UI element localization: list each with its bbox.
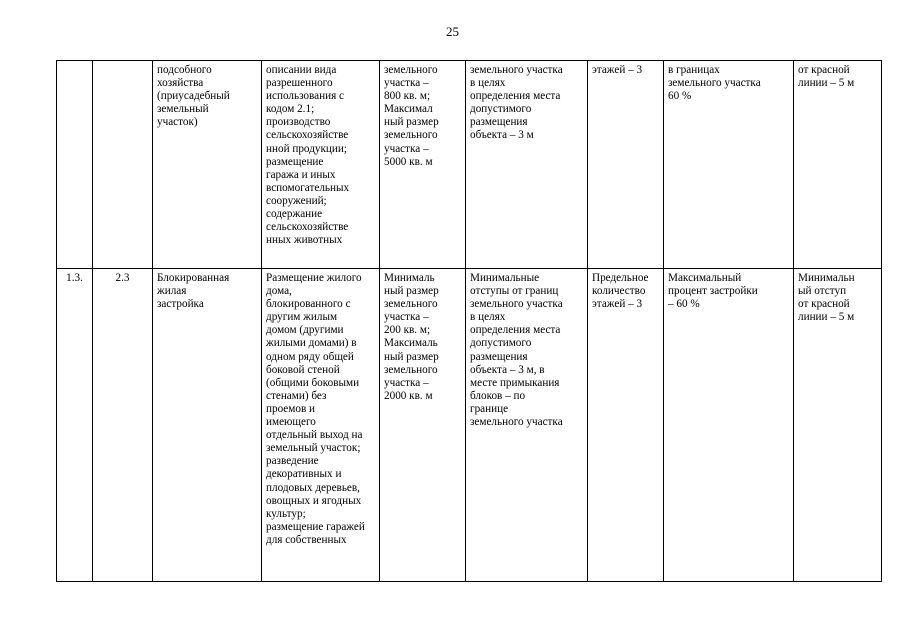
cell-text-line: допустимого (470, 337, 532, 350)
cell-text-line: количество (592, 285, 646, 298)
cell-text-line: нных животных (266, 234, 343, 247)
cell-text-line: этажей – 3 (592, 64, 643, 76)
cell-text-line: культур; (266, 507, 306, 520)
use-name-cell (153, 269, 262, 582)
cell-text-line: от красной (798, 64, 850, 76)
cell-text-line: объекта – 3 м, в (470, 363, 545, 376)
cell-text-line: отдельный выход на (266, 429, 363, 442)
cell-text-line: размещение гаражей (266, 520, 365, 533)
cell-text-line: сельскохозяйстве (266, 221, 349, 234)
use-name-cell (153, 61, 262, 269)
cell-text-line: дома, (266, 285, 292, 298)
use-code-cell: 2.3 (93, 269, 153, 582)
cell-text-line: земельного (384, 129, 438, 142)
cell-text-line: месте примыкания (470, 376, 560, 389)
cell-text-line: производство (266, 116, 331, 129)
red-line-setback-cell (794, 61, 882, 269)
use-description-cell (262, 269, 380, 582)
cell-text-line: блокированного с (266, 298, 351, 311)
cell-text-line: блоков – по (470, 389, 526, 402)
cell-text-line: сооружений; (266, 194, 327, 207)
cell-text-line: размещения (470, 350, 528, 363)
cell-text-line: Размещение жилого (266, 272, 362, 284)
cell-text-line: размещение (266, 155, 324, 168)
cell-text-line: овощных и ягодных (266, 494, 362, 507)
floors-cell (588, 61, 664, 269)
cell-text-line: участка – (384, 142, 429, 155)
cell-text-line: вспомогательных (266, 181, 350, 194)
cell-text-line: земельный (157, 103, 209, 116)
red-line-setback-cell (794, 269, 882, 582)
cell-text-line: определения места (470, 90, 561, 103)
cell-text-line: ный размер (384, 285, 439, 298)
cell-text-line: одном ряду общей (266, 350, 354, 363)
cell-text-line: сельскохозяйстве (266, 129, 349, 142)
cell-text-line: Минимальн (798, 272, 855, 284)
cell-text-line: 800 кв. м; (384, 90, 431, 103)
cell-text-line: земельного (384, 64, 438, 76)
cell-text-line: Минималь (384, 272, 435, 284)
cell-text-line: земельный участок; (266, 442, 361, 455)
cell-text-line: 2000 кв. м (384, 389, 433, 402)
row-number-cell: 1.3. (57, 269, 93, 582)
cell-text-line: Блокированная (157, 272, 230, 284)
cell-text-line: жилая (157, 285, 187, 298)
cell-text-line: описании вида (266, 64, 337, 76)
cell-text-line: линии – 5 м (798, 77, 855, 90)
cell-text-line: объекта – 3 м (470, 129, 534, 142)
cell-text-line: Максимальный (668, 272, 742, 284)
cell-text-line: для собственных (266, 533, 347, 546)
table-row (57, 61, 882, 269)
cell-text-line: другим жилым (266, 311, 338, 324)
cell-text-line: линии – 5 м (798, 311, 855, 324)
row-number-cell (57, 61, 93, 269)
cell-text-line: размещения (470, 116, 528, 129)
cell-text-line: хозяйства (157, 77, 204, 90)
cell-text-line: от красной (798, 298, 850, 311)
cell-text-line: земельного участка (668, 77, 761, 90)
cell-text-line: 5000 кв. м (384, 155, 433, 168)
use-code-cell (93, 61, 153, 269)
use-description-cell (262, 61, 380, 269)
setbacks-cell (466, 269, 588, 582)
cell-text-line: имеющего (266, 416, 316, 429)
coverage-cell (664, 269, 794, 582)
cell-text-line: (приусадебный (157, 90, 230, 103)
cell-text-line: участок) (157, 116, 198, 129)
cell-text-line: разрешенного (266, 77, 333, 90)
cell-text-line: 60 % (668, 90, 692, 103)
cell-text-line: границе (470, 402, 509, 415)
cell-text-line: жилыми домами) в (266, 337, 357, 350)
cell-text-line: процент застройки (668, 285, 758, 298)
cell-text-line: определения места (470, 324, 561, 337)
cell-text-line: проемов и (266, 402, 316, 415)
cell-text-line: ный размер (384, 350, 439, 363)
cell-text-line: земельного участка (470, 298, 563, 311)
cell-text-line: разведение (266, 455, 319, 468)
cell-text-line: Максимал (384, 103, 433, 116)
plot-area-cell (380, 269, 466, 582)
cell-text-line: Максималь (384, 337, 438, 350)
cell-text-line: использования с (266, 90, 345, 103)
cell-text-line: земельного (384, 298, 438, 311)
cell-text-line: этажей – 3 (592, 298, 643, 311)
cell-text-line: боковой стеной (266, 363, 340, 376)
cell-text-line: Предельное (592, 272, 649, 284)
cell-text-line: допустимого (470, 103, 532, 116)
cell-text-line: ый отступ (798, 285, 847, 298)
cell-text-line: стенами) без (266, 389, 327, 402)
cell-text-line: домом (другими (266, 324, 344, 337)
cell-text-line: земельного (384, 363, 438, 376)
cell-text-line: нной продукции; (266, 142, 347, 155)
cell-text-line: – 60 % (668, 298, 700, 311)
cell-text-line: в целях (470, 77, 506, 90)
table-row (57, 269, 882, 582)
page-number: 25 (446, 24, 459, 39)
plot-area-cell (380, 61, 466, 269)
cell-text-line: содержание (266, 208, 323, 221)
cell-text-line: земельного участка (470, 416, 563, 429)
cell-text-line: 200 кв. м; (384, 324, 431, 337)
cell-text-line: ный размер (384, 116, 439, 129)
cell-text-line: в границах (668, 64, 720, 76)
setbacks-cell (466, 61, 588, 269)
zoning-regulations-table (56, 60, 882, 582)
cell-text-line: застройка (157, 298, 204, 311)
cell-text-line: участка – (384, 77, 429, 90)
cell-text-line: плодовых деревьев, (266, 481, 360, 494)
cell-text-line: (общими боковыми (266, 376, 360, 389)
cell-text-line: участка – (384, 311, 429, 324)
floors-cell (588, 269, 664, 582)
cell-text-line: в целях (470, 311, 506, 324)
coverage-cell (664, 61, 794, 269)
cell-text-line: Минимальные (470, 272, 540, 284)
cell-text-line: земельного участка (470, 64, 563, 76)
cell-text-line: отступы от границ (470, 285, 559, 298)
cell-text-line: декоративных и (266, 468, 342, 481)
cell-text-line: участка – (384, 376, 429, 389)
cell-text-line: подсобного (157, 64, 212, 76)
cell-text-line: гаража и иных (266, 168, 336, 181)
cell-text-line: кодом 2.1; (266, 103, 315, 116)
